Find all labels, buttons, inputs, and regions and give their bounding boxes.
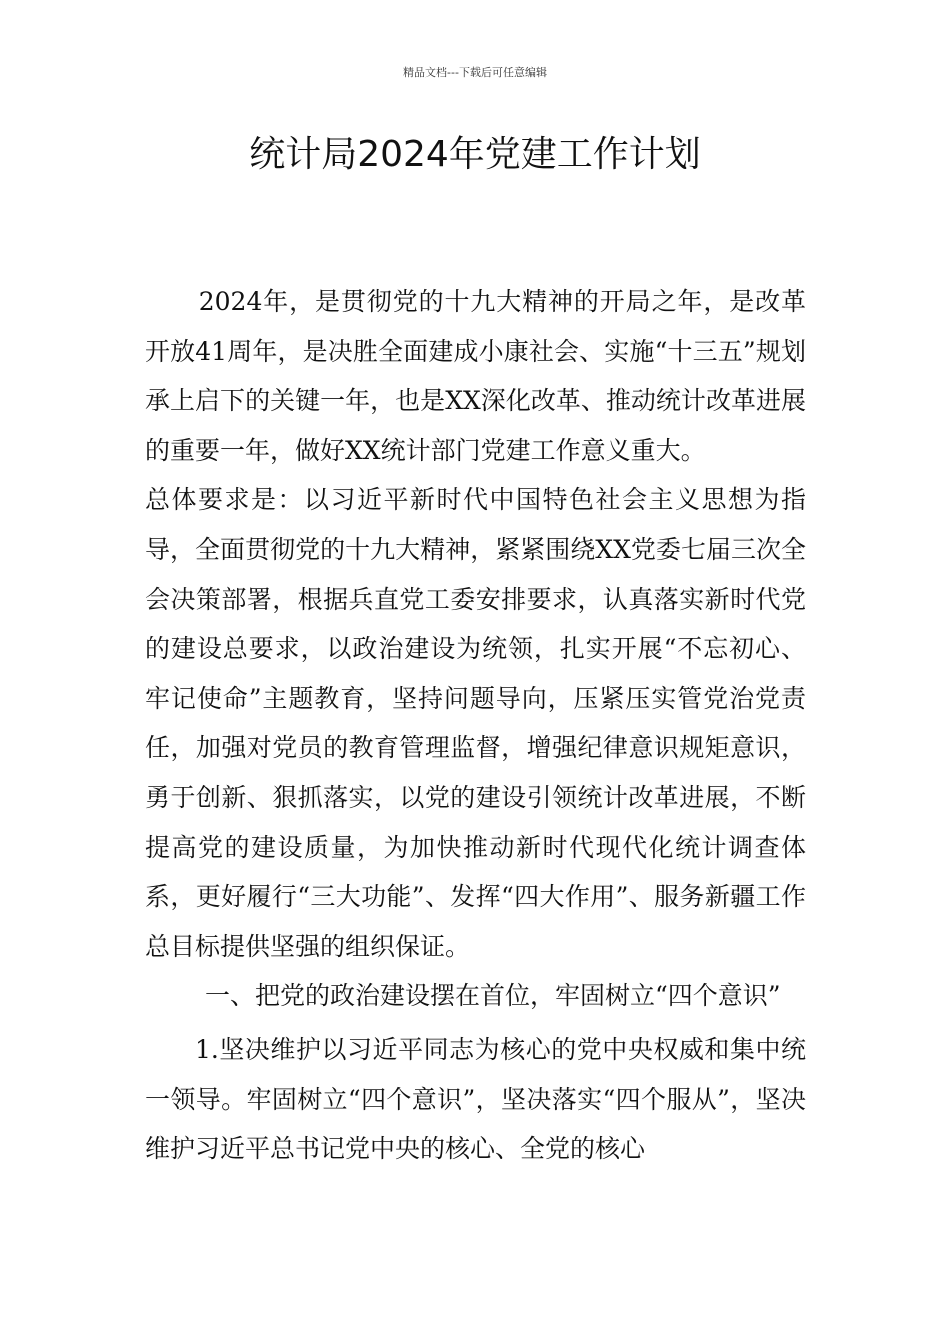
document-body (145, 277, 806, 1174)
paragraph-intro: 2024年，是贯彻党的十九大精神的开局之年，是改革开放41周年，是决胜全面建成小康社会、实施“十三五”规划承上启下的关键一年，也是XX深化改革、推动统计改革进展的重要一年，做好XX统计部门党建工作意义重大。 (145, 287, 806, 465)
section-heading-1: 一、把党的政治建设摆在首位，牢固树立“四个意识” (205, 981, 781, 1011)
item-1: 1.坚决维护以习近平同志为核心的党中央权威和集中统一领导。牢固树立“四个意识”，坚决落实“四个服从”，坚决维护习近平总书记党中央的核心、全党的核心 (145, 1034, 806, 1164)
header-note: 精品文档---下载后可任意编辑 (403, 66, 547, 79)
paragraph-requirements: 总体要求是：以习近平新时代中国特色社会主义思想为指导，全面贯彻党的十九大精神，紧紧围绕XX党委七届三次全会决策部署，根据兵直党工委安排要求，认真落实新时代党的建设总要求，以政治建设为统领，扎实开展“不忘初心、牢记使命”主题教育，坚持问题导向，压紧压实管党治党责任，加强对党员的教育管理监督，增强纪律意识规矩意识，勇于创新、狠抓落实，以党的建设引领统计改革进展，不断提高党的建设质量，为加快推动新时代现代化统计调查体系，更好履行“三大功能”、发挥“四大作用”、服务新疆工作总目标提供坚强的组织保证。 (145, 485, 806, 961)
document-title: 统计局2024年党建工作计划 (249, 134, 701, 175)
